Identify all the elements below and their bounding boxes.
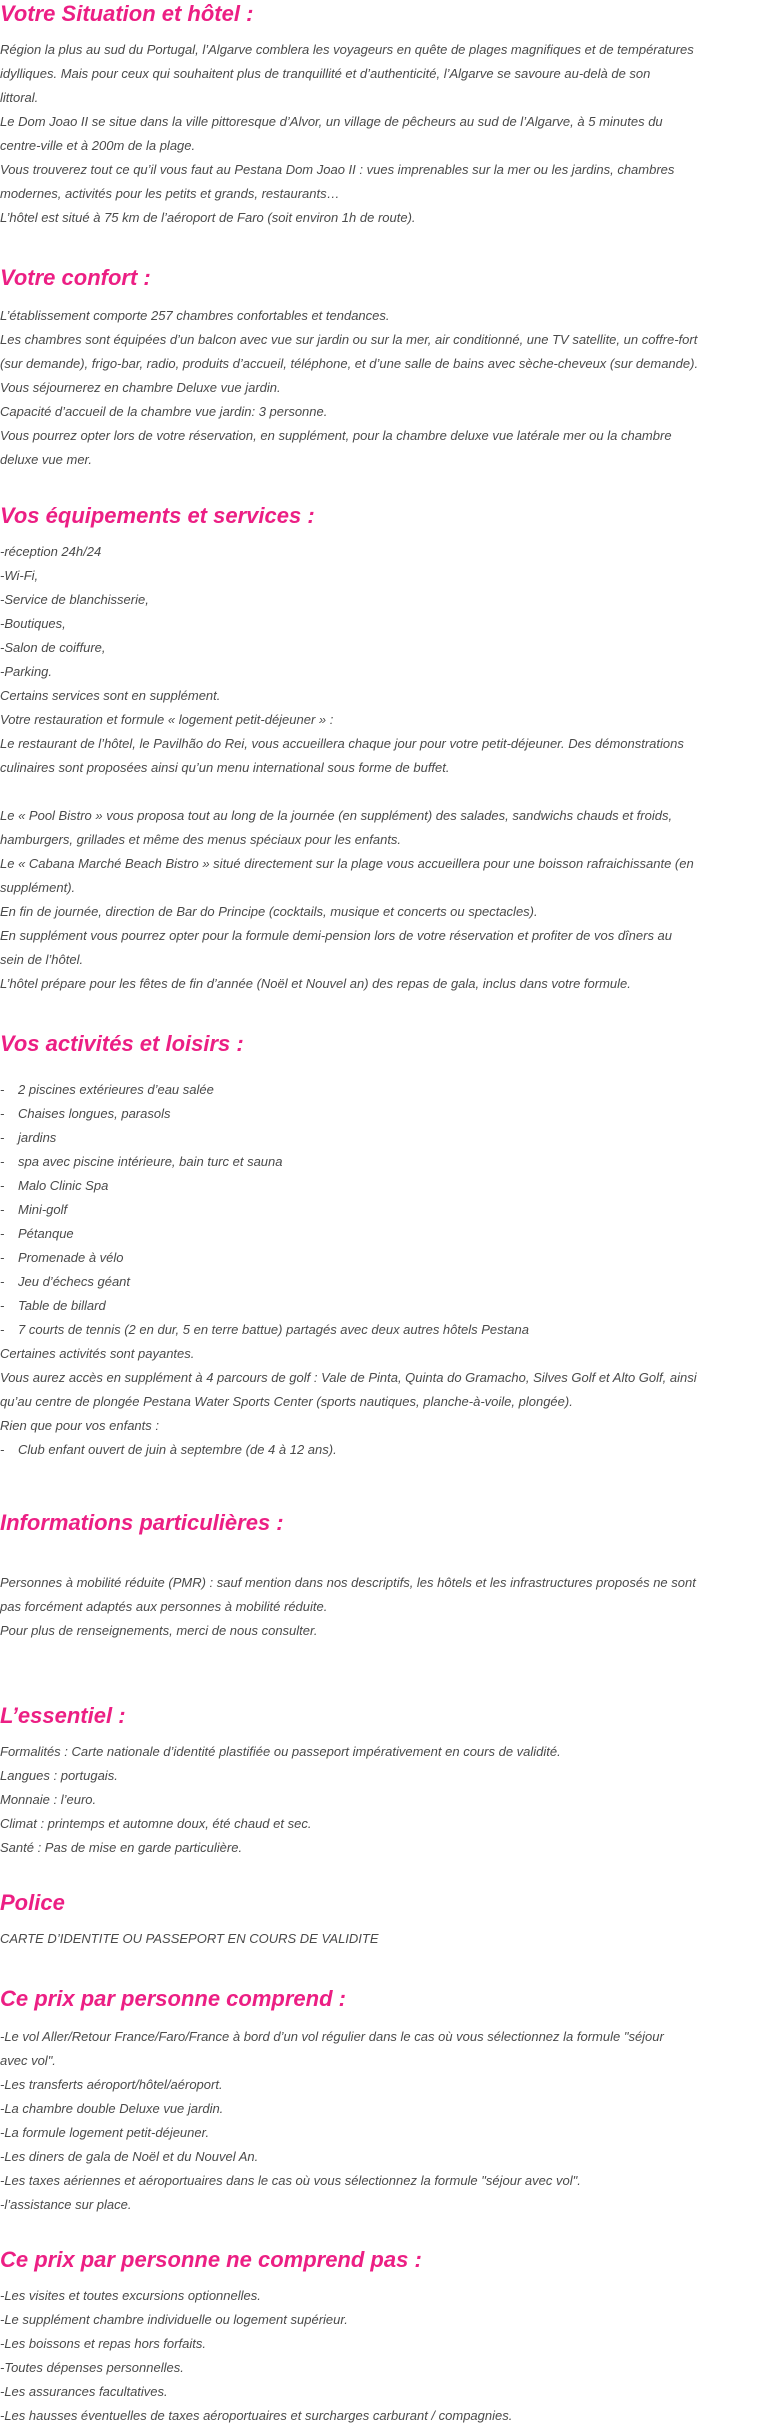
spacer [0, 780, 752, 804]
section-ne-comprend [0, 2246, 752, 2428]
text-line: Langues : portugais. [0, 1768, 118, 1783]
text-line: Vous séjournerez en chambre Deluxe vue jardin. [0, 380, 281, 395]
section-activites [0, 1030, 752, 1462]
text-line: modernes, activités pour les petits et grands, restaurants… [0, 186, 340, 201]
heading-confort: Votre confort : [0, 265, 151, 290]
heading-essentiel: L’essentiel : [0, 1703, 126, 1728]
text-line: -Service de blanchisserie, [0, 592, 149, 607]
essentiel-text [0, 1740, 752, 1860]
text-line: -Les diners de gala de Noël et du Nouvel An. [0, 2149, 259, 2164]
text-line: -Les boissons et repas hors forfaits. [0, 2336, 206, 2351]
police-text [0, 1927, 752, 1951]
comprend-text [0, 2025, 752, 2217]
text-line: Pour plus de renseignements, merci de nous consulter. [0, 1623, 318, 1638]
text-line: qu’au centre de plongée Pestana Water Sports Center (sports nautiques, planche-à-voile, plongée). [0, 1394, 573, 1409]
equipements-text [0, 540, 752, 996]
text-line: -Les taxes aériennes et aéroportuaires dans le cas où vous sélectionnez la formule "séjour avec vol". [0, 2173, 581, 2188]
text-line: Le Dom Joao II se situe dans la ville pittoresque d’Alvor, un village de pêcheurs au sud de l’Algarve, à 5 minutes du [0, 114, 663, 129]
text-line: pas forcément adaptés aux personnes à mobilité réduite. [0, 1599, 328, 1614]
list-item: - Club enfant ouvert de juin à septembre (de 4 à 12 ans). [0, 1442, 337, 1457]
text-line: deluxe vue mer. [0, 452, 93, 467]
text-line: littoral. [0, 90, 39, 105]
section-infos [0, 1509, 752, 1643]
text-line: Capacité d’accueil de la chambre vue jardin: 3 personne. [0, 404, 328, 419]
text-line: -l’assistance sur place. [0, 2197, 132, 2212]
list-item: - 7 courts de tennis (2 en dur, 5 en terre battue) partagés avec deux autres hôtels Pestana [0, 1322, 529, 1337]
section-police [0, 1889, 752, 1951]
text-line: En supplément vous pourrez opter pour la formule demi-pension lors de votre réservation et profiter de vos dîners au [0, 928, 673, 943]
section-confort [0, 264, 752, 472]
infos-text [0, 1571, 752, 1643]
heading-infos: Informations particulières : [0, 1510, 284, 1535]
list-item: - Pétanque [0, 1226, 74, 1241]
text-line: -Les visites et toutes excursions optionnelles. [0, 2288, 261, 2303]
text-line: -Les transferts aéroport/hôtel/aéroport. [0, 2077, 223, 2092]
text-line: Rien que pour vos enfants : [0, 1418, 159, 1433]
text-line: En fin de journée, direction de Bar do Principe (cocktails, musique et concerts ou spectacles). [0, 904, 538, 919]
text-line: hamburgers, grillades et même des menus spéciaux pour les enfants. [0, 832, 402, 847]
list-item: - Mini-golf [0, 1202, 68, 1217]
section-comprend [0, 1985, 752, 2217]
text-line: Vous aurez accès en supplément à 4 parcours de golf : Vale de Pinta, Quinta do Gramacho, Silves Golf et Alto Golf, ainsi [0, 1370, 697, 1385]
text-line: supplément). [0, 880, 76, 895]
section-essentiel [0, 1702, 752, 1860]
list-item: - Chaises longues, parasols [0, 1106, 171, 1121]
text-line: Monnaie : l’euro. [0, 1792, 97, 1807]
list-item: - spa avec piscine intérieure, bain turc et sauna [0, 1154, 283, 1169]
text-line: -réception 24h/24 [0, 544, 102, 559]
list-item: - Malo Clinic Spa [0, 1178, 109, 1193]
text-line: Vous pourrez opter lors de votre réservation, en supplément, pour la chambre deluxe vue latérale mer ou la chambre [0, 428, 672, 443]
text-line: Région la plus au sud du Portugal, l’Algarve comblera les voyageurs en quête de plages magnifiques et de températures [0, 42, 694, 57]
list-item: - jardins [0, 1130, 57, 1145]
text-line: Le « Cabana Marché Beach Bistro » situé directement sur la plage vous accueillera pour une boisson rafraichissante (en [0, 856, 694, 871]
text-line: -Wi-Fi, [0, 568, 39, 583]
text-line: -Les hausses éventuelles de taxes aéroportuaires et surcharges carburant / compagnies. [0, 2408, 513, 2423]
text-line: culinaires sont proposées ainsi qu’un menu international sous forme de buffet. [0, 760, 450, 775]
text-line: Certaines activités sont payantes. [0, 1346, 195, 1361]
text-line: centre-ville et à 200m de la plage. [0, 138, 196, 153]
text-line: Le restaurant de l’hôtel, le Pavilhão do Rei, vous accueillera chaque jour pour votre petit-déjeuner. Des démonstrations [0, 736, 684, 751]
text-line: L’hôtel est situé à 75 km de l’aéroport de Faro (soit environ 1h de route). [0, 210, 416, 225]
text-line: idylliques. Mais pour ceux qui souhaitent plus de tranquillité et d’authenticité, l’Algarve se savoure au-delà de son [0, 66, 651, 81]
heading-comprend: Ce prix par personne comprend : [0, 1986, 346, 2011]
text-line: -Les assurances facultatives. [0, 2384, 168, 2399]
text-line: CARTE D’IDENTITE OU PASSEPORT EN COURS DE VALIDITE [0, 1931, 379, 1946]
section-situation [0, 0, 752, 230]
text-line: -Boutiques, [0, 616, 66, 631]
text-line: -Le vol Aller/Retour France/Faro/France à bord d’un vol régulier dans le cas où vous sélectionnez la formule "séjour [0, 2029, 664, 2044]
text-line: L’établissement comporte 257 chambres confortables et tendances. [0, 308, 390, 323]
text-line: Le « Pool Bistro » vous proposa tout au long de la journée (en supplément) des salades, sandwichs chauds et froids, [0, 808, 673, 823]
list-item: - Jeu d’échecs géant [0, 1274, 131, 1289]
text-line: Formalités : Carte nationale d’identité plastifiée ou passeport impérativement en cours de validité. [0, 1744, 561, 1759]
text-line: Votre restauration et formule « logement petit-déjeuner » : [0, 712, 334, 727]
text-line: Climat : printemps et automne doux, été chaud et sec. [0, 1816, 312, 1831]
situation-text [0, 38, 752, 230]
text-line: -Toutes dépenses personnelles. [0, 2360, 184, 2375]
text-line: avec vol". [0, 2053, 56, 2068]
text-line: Santé : Pas de mise en garde particulière. [0, 1840, 243, 1855]
text-line: sein de l’hôtel. [0, 952, 84, 967]
text-line: -La formule logement petit-déjeuner. [0, 2125, 210, 2140]
heading-situation: Votre Situation et hôtel : [0, 1, 254, 26]
heading-equipements: Vos équipements et services : [0, 503, 315, 528]
text-line: Certains services sont en supplément. [0, 688, 221, 703]
heading-activites: Vos activités et loisirs : [0, 1031, 244, 1056]
text-line: L’hôtel prépare pour les fêtes de fin d’année (Noël et Nouvel an) des repas de gala, inclus dans votre formule. [0, 976, 631, 991]
text-line: (sur demande), frigo-bar, radio, produits d’accueil, téléphone, et d’une salle de bains avec sèche-cheveux (sur demande). [0, 356, 699, 371]
text-line: -La chambre double Deluxe vue jardin. [0, 2101, 224, 2116]
list-item: - Promenade à vélo [0, 1250, 124, 1265]
text-line: Personnes à mobilité réduite (PMR) : sauf mention dans nos descriptifs, les hôtels et les infrastructures proposés ne sont [0, 1575, 696, 1590]
list-item: - 2 piscines extérieures d’eau salée [0, 1082, 214, 1097]
text-line: -Parking. [0, 664, 53, 679]
heading-police: Police [0, 1890, 65, 1915]
text-line: -Salon de coiffure, [0, 640, 106, 655]
activites-list [0, 1078, 752, 1462]
section-equipements [0, 502, 752, 996]
ne-comprend-text [0, 2284, 752, 2428]
list-item: - Table de billard [0, 1298, 106, 1313]
text-line: Les chambres sont équipées d’un balcon avec vue sur jardin ou sur la mer, air conditionné, une TV satellite, un coffre-fort [0, 332, 698, 347]
confort-text [0, 304, 752, 472]
heading-ne-comprend: Ce prix par personne ne comprend pas : [0, 2247, 422, 2272]
text-line: -Le supplément chambre individuelle ou logement supérieur. [0, 2312, 348, 2327]
text-line: Vous trouverez tout ce qu’il vous faut au Pestana Dom Joao II : vues imprenables sur la mer ou les jardins, chambres [0, 162, 675, 177]
